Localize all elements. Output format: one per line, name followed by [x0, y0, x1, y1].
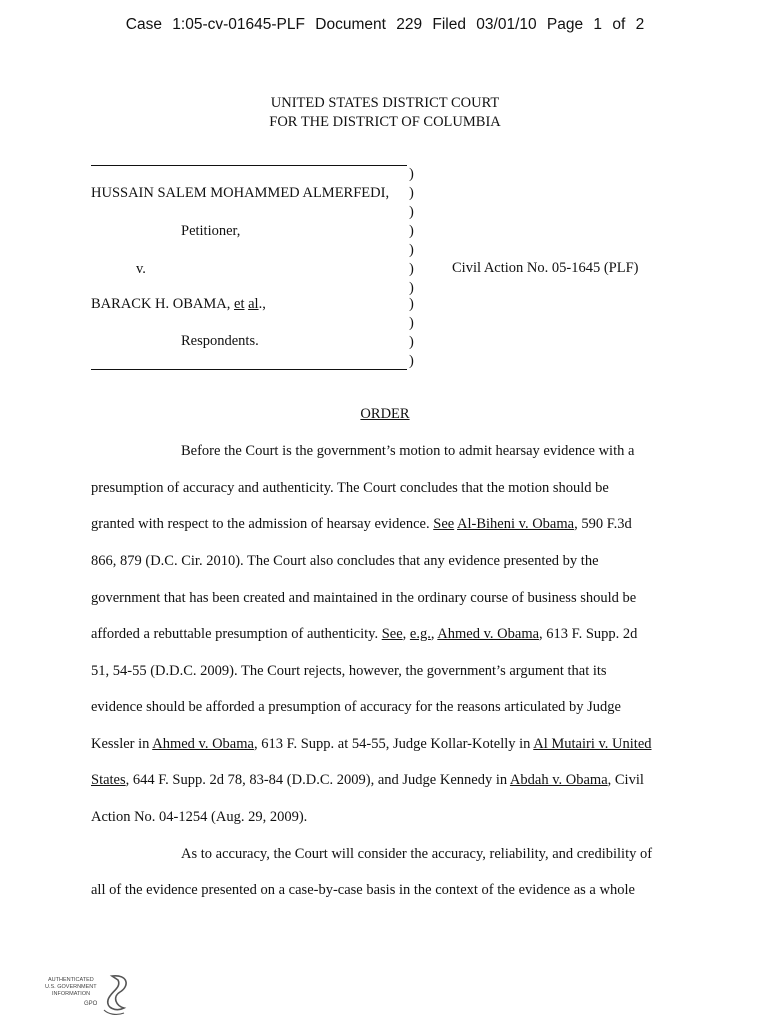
respondent-role: Respondents. [181, 333, 259, 349]
case-citation: Ahmed v. Obama [152, 736, 254, 752]
caption-paren: ) [409, 334, 414, 350]
body-line: all of the evidence presented on a case-by-case basis in the context of the evidence as a whole [91, 882, 635, 898]
body-text: afforded a rebuttable presumption of authenticity. [91, 626, 382, 642]
body-line [91, 735, 652, 754]
case-citation: Ahmed v. Obama [437, 626, 540, 642]
court-name [0, 94, 770, 132]
caption-paren: ) [409, 315, 414, 331]
seal-line-2: U.S. GOVERNMENT [45, 984, 97, 990]
body-text: , Civil [607, 772, 644, 788]
caption-paren: ) [409, 166, 414, 182]
body-line: 866, 879 (D.C. Cir. 2010). The Court also concludes that any evidence presented by the [91, 553, 599, 569]
case-citation: Abdah v. Obama [509, 772, 608, 788]
body-line: evidence should be afforded a presumption of accuracy for the reasons articulated by Judge [91, 699, 621, 715]
caption-bottom-rule [91, 369, 407, 370]
body-line [91, 625, 637, 644]
civil-action-number: Civil Action No. 05-1645 (PLF) [452, 260, 639, 276]
case-citation: Al Mutairi v. United [533, 736, 652, 752]
seal-line-1: AUTHENTICATED [48, 977, 94, 983]
body-text: , 613 F. Supp. 2d [539, 626, 638, 642]
respondent-et: et [234, 296, 245, 312]
caption-paren: ) [409, 185, 414, 201]
caption-top-rule [91, 165, 407, 166]
respondent-suffix: ., [258, 296, 266, 312]
respondent-name-text: BARACK H. OBAMA, [91, 296, 235, 312]
body-line: Before the Court is the government’s motion to admit hearsay evidence with a [181, 443, 635, 459]
seal-line-3: INFORMATION [52, 991, 91, 997]
body-text: , [402, 626, 410, 642]
seal-swoosh-icon [104, 1010, 124, 1014]
caption-paren: ) [409, 223, 414, 239]
body-line: Action No. 04-1254 (Aug. 29, 2009). [91, 809, 308, 825]
body-text: granted with respect to the admission of hearsay evidence. [91, 516, 434, 532]
eagle-icon [108, 976, 126, 1010]
seal-line-4: GPO [84, 1001, 98, 1007]
case-header: Case 1:05-cv-01645-PLF Document 229 Filed 03/01/10 Page 1 of 2 [125, 16, 645, 33]
caption-paren: ) [409, 280, 414, 296]
body-line: government that has been created and maintained in the ordinary course of business should be [91, 590, 637, 606]
body-line: presumption of accuracy and authenticity. The Court concludes that the motion should be [91, 480, 609, 496]
respondent-name [91, 295, 266, 314]
order-title: ORDER [360, 406, 410, 422]
body-line: 51, 54-55 (D.D.C. 2009). The Court rejects, however, the government’s argument that its [91, 663, 607, 679]
signal-see: See [381, 626, 403, 642]
versus-label: v. [136, 261, 146, 277]
case-citation: Al-Biheni v. Obama [457, 516, 575, 532]
respondent-al: al [248, 296, 259, 312]
caption-paren: ) [409, 204, 414, 220]
court-line-2: FOR THE DISTRICT OF COLUMBIA [269, 114, 501, 130]
petitioner-role: Petitioner, [181, 223, 241, 239]
caption-paren: ) [409, 242, 414, 258]
body-text: , 590 F.3d [574, 516, 632, 532]
caption-paren: ) [409, 353, 414, 369]
caption-paren: ) [409, 296, 414, 312]
signal-eg: e.g. [409, 626, 431, 642]
body-line: As to accuracy, the Court will consider the accuracy, reliability, and credibility of [181, 846, 653, 862]
gpo-authentication-seal [44, 972, 134, 1018]
body-text: , 644 F. Supp. 2d 78, 83-84 (D.D.C. 2009), and Judge Kennedy in [125, 772, 510, 788]
signal-see: See [433, 516, 455, 532]
body-text: Kessler in [91, 736, 153, 752]
body-text: , [430, 626, 438, 642]
case-citation: States [91, 772, 126, 788]
body-line [91, 771, 644, 790]
body-text: , 613 F. Supp. at 54-55, Judge Kollar-Kotelly in [253, 736, 534, 752]
petitioner-name: HUSSAIN SALEM MOHAMMED ALMERFEDI, [91, 185, 390, 201]
caption-paren: ) [409, 261, 414, 277]
body-line [91, 515, 632, 534]
court-line-1: UNITED STATES DISTRICT COURT [270, 95, 500, 111]
